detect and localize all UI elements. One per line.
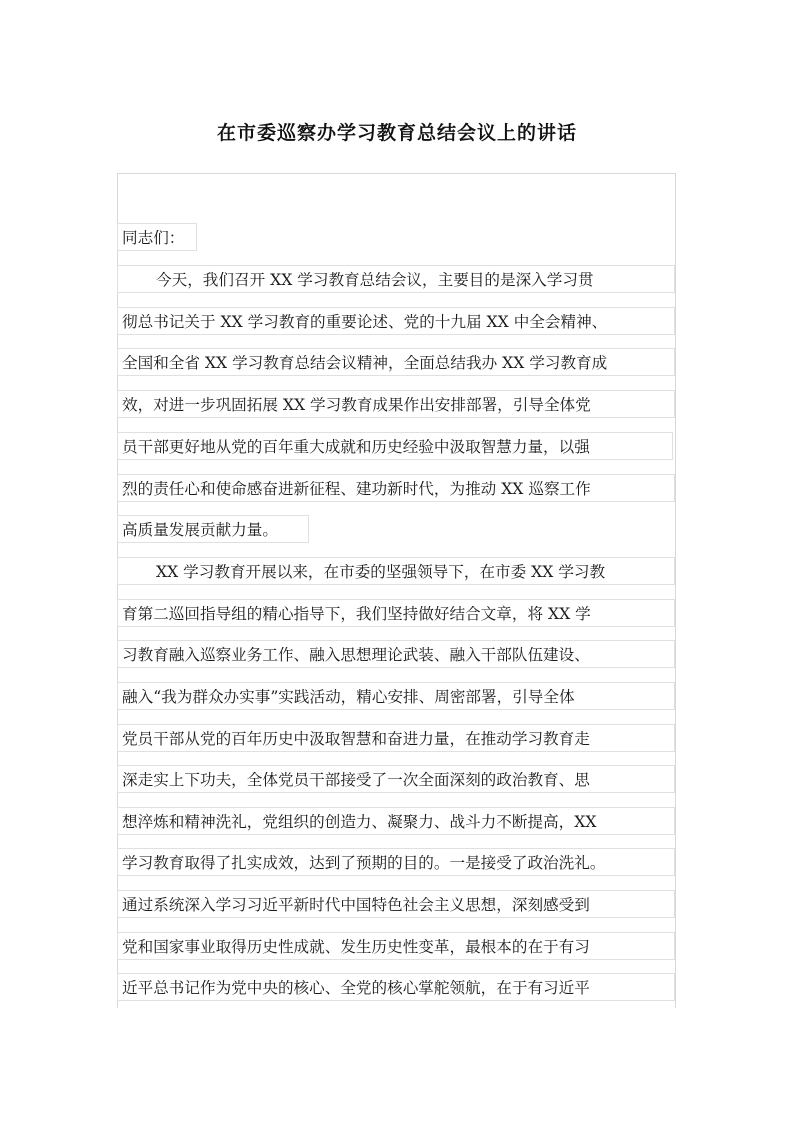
paragraph-line: 员干部更好地从党的百年重大成就和历史经验中汲取智慧力量，以强 [117,432,673,460]
paragraph-line: 效，对进一步巩固拓展 XX 学习教育成果作出安排部署，引导全体党 [117,390,675,418]
paragraph-line: 近平总书记作为党中央的核心、全党的核心掌舵领航，在于有习近平 [117,973,675,1001]
paragraph-line: 全国和全省 XX 学习教育总结会议精神，全面总结我办 XX 学习教育成 [117,348,675,376]
paragraph-line: 育第二巡回指导组的精心指导下，我们坚持做好结合文章，将 XX 学 [117,599,675,627]
paragraph-line: 通过系统深入学习习近平新时代中国特色社会主义思想，深刻感受到 [117,890,675,918]
paragraph-line: 学习教育取得了扎实成效，达到了预期的目的。一是接受了政治洗礼。 [117,848,675,876]
paragraph-line: XX 学习教育开展以来，在市委的坚强领导下，在市委 XX 学习教 [117,557,675,585]
paragraph-line: 深走实上下功夫，全体党员干部接受了一次全面深刻的政治教育、思 [117,765,675,793]
paragraph-line: 高质量发展贡献力量。 [117,515,309,543]
paragraph-line: 融入“我为群众办实事”实践活动，精心安排、周密部署，引导全体 [117,682,675,710]
body-frame [117,173,676,1008]
document-title: 在市委巡察办学习教育总结会议上的讲话 [216,122,577,144]
paragraph-line: 党员干部从党的百年历史中汲取智慧和奋进力量，在推动学习教育走 [117,724,675,752]
salutation: 同志们： [117,223,197,251]
paragraph-line: 烈的责任心和使命感奋进新征程、建功新时代，为推动 XX 巡察工作 [117,474,675,502]
paragraph-line: 党和国家事业取得历史性成就、发生历史性变革，最根本的在于有习 [117,932,675,960]
paragraph-line: 彻总书记关于 XX 学习教育的重要论述、党的十九届 XX 中全会精神、 [117,307,675,335]
paragraph-line: 习教育融入巡察业务工作、融入思想理论武装、融入干部队伍建设、 [117,640,675,668]
paragraph-line: 今天，我们召开 XX 学习教育总结会议，主要目的是深入学习贯 [117,265,675,293]
paragraph-line: 想淬炼和精神洗礼，党组织的创造力、凝聚力、战斗力不断提高，XX [117,807,675,835]
